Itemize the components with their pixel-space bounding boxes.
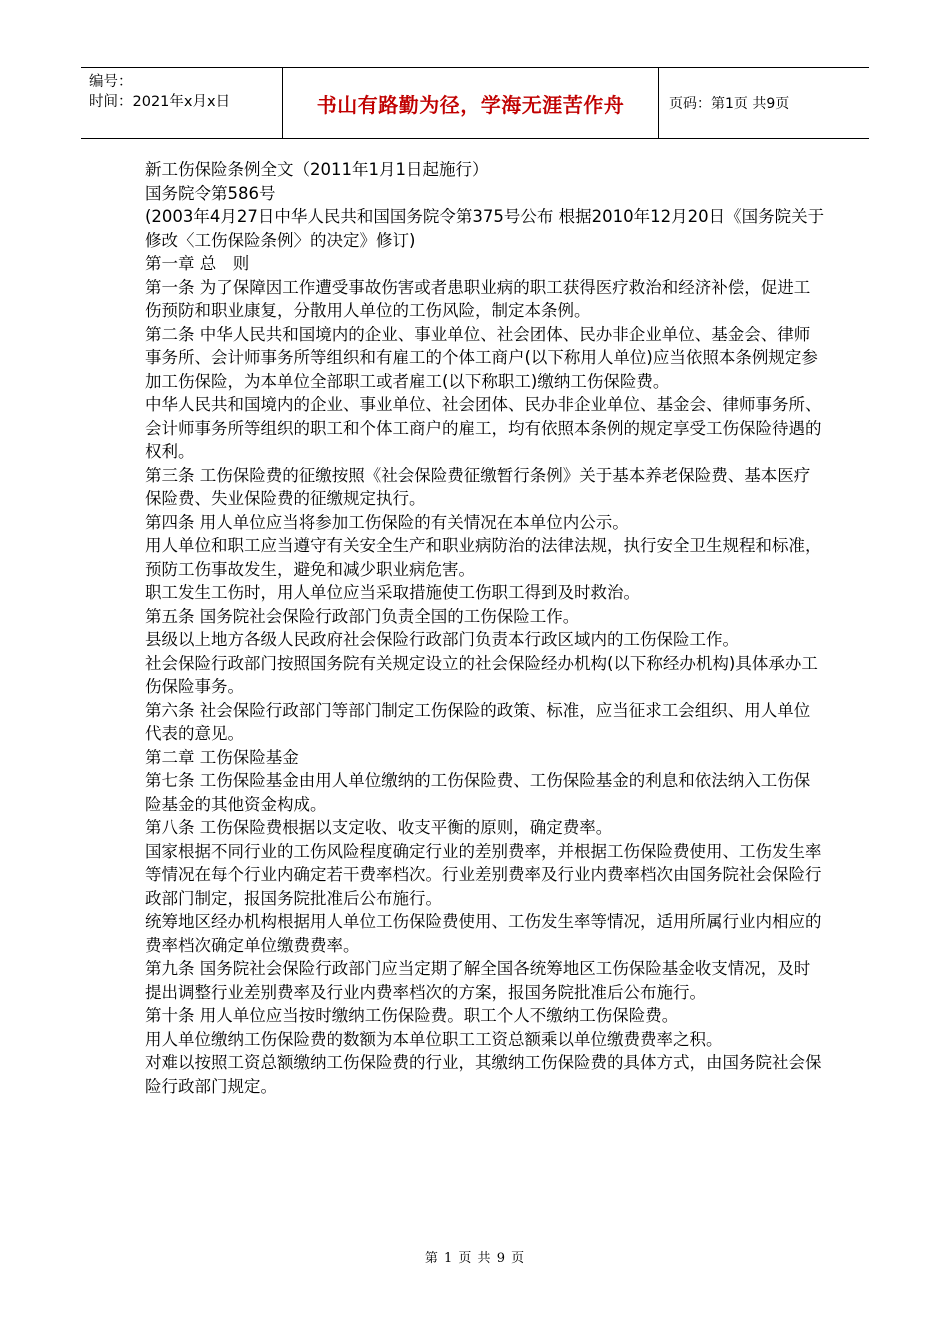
footer-page-number: 第 1 页 共 9 页 xyxy=(424,1251,526,1266)
chapter-heading: 第二章 工伤保险基金 xyxy=(145,747,299,767)
article-paragraph: 第八条 工伤保险费根据以支定收、收支平衡的原则，确定费率。 xyxy=(145,818,613,837)
article-paragraph: 对难以按照工资总额缴纳工伤保险费的行业，其缴纳工伤保险费的具体方式，由国务院社会保险行政部门规定。 xyxy=(145,1053,822,1096)
article-paragraph: 用人单位和职工应当遵守有关安全生产和职业病防治的法律法规，执行安全卫生规程和标准，预防工伤事故发生，避免和减少职业病危害。 xyxy=(145,536,822,579)
article-paragraph: 第七条 工伤保险基金由用人单位缴纳的工伤保险费、工伤保险基金的利息和依法纳入工伤保险基金的其他资金构成。 xyxy=(145,771,811,814)
article-paragraph: 第六条 社会保险行政部门等部门制定工伤保险的政策、标准，应当征求工会组织、用人单位代表的意见。 xyxy=(145,700,811,743)
article-paragraph: 国家根据不同行业的工伤风险程度确定行业的差别费率，并根据工伤保险费使用、工伤发生率等情况在每个行业内确定若干费率档次。行业差别费率及行业内费率档次由国务院社会保险行政部门制定，报国务院批准后公布施行。 xyxy=(145,841,822,908)
article-paragraph: 县级以上地方各级人民政府社会保险行政部门负责本行政区域内的工伤保险工作。 xyxy=(145,630,739,649)
doc-title: 新工伤保险条例全文（2011年1月1日起施行） xyxy=(145,160,489,179)
article-paragraph: 第四条 用人单位应当将参加工伤保险的有关情况在本单位内公示。 xyxy=(145,512,629,532)
page-info-text: 页码：第1页 共9页 xyxy=(669,96,790,112)
article-paragraph: 中华人民共和国境内的企业、事业单位、社会团体、民办非企业单位、基金会、律师事务所、会计师事务所等组织的职工和个体工商户的雇工，均有依照本条例的规定享受工伤保险待遇的权利。 xyxy=(145,395,822,461)
article-paragraph: 第二条 中华人民共和国境内的企业、事业单位、社会团体、民办非企业单位、基金会、律师事务所、会计师事务所等组织和有雇工的个体工商户(以下称用人单位)应当依照本条例规定参加工伤保险，为本单位全部职工或者雇工(以下称职工)缴纳工伤保险费。 xyxy=(145,324,818,391)
time-label: 时间：2021年x月x日 xyxy=(89,94,231,110)
header-page-info xyxy=(659,68,869,138)
article-paragraph: 第十条 用人单位应当按时缴纳工伤保险费。职工个人不缴纳工伤保险费。 xyxy=(145,1006,679,1025)
page-header xyxy=(81,67,869,139)
motto-text: 书山有路勤为径，学海无涯苦作舟 xyxy=(316,92,625,117)
article-paragraph: 统筹地区经办机构根据用人单位工伤保险费使用、工伤发生率等情况，适用所属行业内相应的费率档次确定单位缴费费率。 xyxy=(145,912,822,955)
header-motto xyxy=(283,68,659,138)
chapter-heading: 第一章 总 则 xyxy=(145,254,250,273)
document-body xyxy=(145,158,825,1098)
article-paragraph: 第九条 国务院社会保险行政部门应当定期了解全国各统筹地区工伤保险基金收支情况，及时提出调整行业差别费率及行业内费率档次的方案，报国务院批准后公布施行。 xyxy=(145,959,811,1002)
header-meta xyxy=(81,68,283,138)
article-paragraph: 第三条 工伤保险费的征缴按照《社会保险费征缴暂行条例》关于基本养老保险费、基本医疗保险费、失业保险费的征缴规定执行。 xyxy=(145,465,811,508)
article-paragraph: 用人单位缴纳工伤保险费的数额为本单位职工工资总额乘以单位缴费费率之积。 xyxy=(145,1029,723,1049)
decree-number: 国务院令第586号 xyxy=(145,183,276,203)
article-paragraph: 第一条 为了保障因工作遭受事故伤害或者患职业病的职工获得医疗救治和经济补偿，促进工伤预防和职业康复，分散用人单位的工伤风险，制定本条例。 xyxy=(145,277,811,320)
article-paragraph: 职工发生工伤时，用人单位应当采取措施使工伤职工得到及时救治。 xyxy=(145,583,640,602)
article-paragraph: 社会保险行政部门按照国务院有关规定设立的社会保险经办机构(以下称经办机构)具体承办工伤保险事务。 xyxy=(145,653,818,696)
serial-number-label: 编号： xyxy=(89,74,133,90)
article-paragraph: 第五条 国务院社会保险行政部门负责全国的工伤保险工作。 xyxy=(145,606,580,626)
page-footer xyxy=(0,1247,950,1266)
publication-note: (2003年4月27日中华人民共和国国务院令第375号公布 根据2010年12月20日《国务院关于修改〈工伤保险条例〉的决定》修订) xyxy=(145,207,825,250)
